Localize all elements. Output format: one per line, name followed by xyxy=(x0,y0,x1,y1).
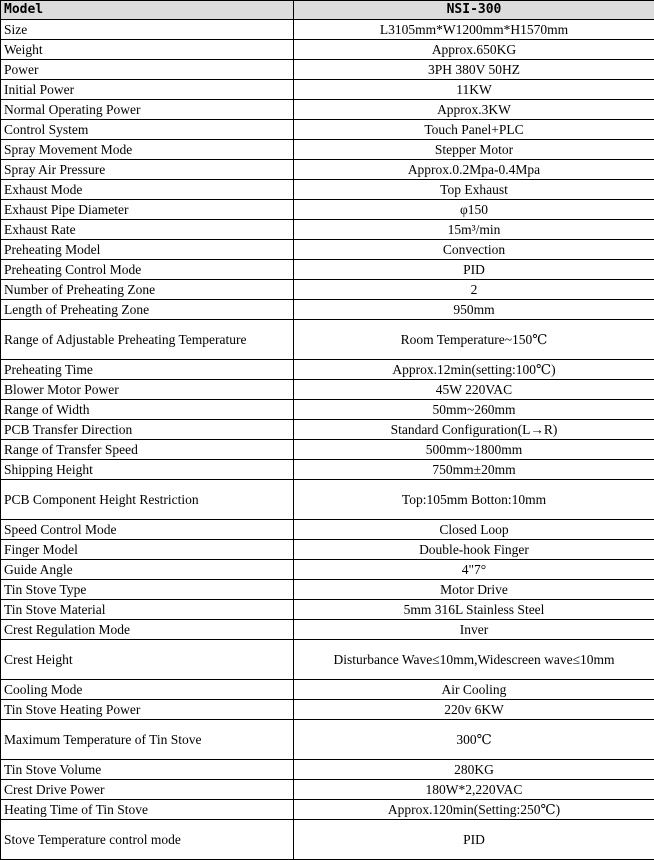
table-row xyxy=(1,820,654,860)
table-row xyxy=(1,360,654,380)
table-row xyxy=(1,760,654,780)
table-row xyxy=(1,100,654,120)
spec-label: Range of Width xyxy=(1,400,294,420)
table-row xyxy=(1,120,654,140)
spec-value: PID xyxy=(294,260,654,280)
spec-value: PID xyxy=(294,820,654,860)
header-label: Model xyxy=(1,1,294,20)
table-row xyxy=(1,400,654,420)
spec-value: Convection xyxy=(294,240,654,260)
table-row xyxy=(1,480,654,520)
spec-label: Spray Air Pressure xyxy=(1,160,294,180)
spec-label: Cooling Mode xyxy=(1,680,294,700)
spec-value: Closed Loop xyxy=(294,520,654,540)
spec-value: L3105mm*W1200mm*H1570mm xyxy=(294,20,654,40)
spec-label: Heating Time of Tin Stove xyxy=(1,800,294,820)
spec-value: 50mm~260mm xyxy=(294,400,654,420)
table-row xyxy=(1,720,654,760)
spec-value: 180W*2,220VAC xyxy=(294,780,654,800)
table-row xyxy=(1,680,654,700)
spec-value: Double-hook Finger xyxy=(294,540,654,560)
table-row xyxy=(1,200,654,220)
table-row xyxy=(1,600,654,620)
spec-value: Top:105mm Botton:10mm xyxy=(294,480,654,520)
table-row xyxy=(1,580,654,600)
spec-value: 2 xyxy=(294,280,654,300)
table-row xyxy=(1,20,654,40)
spec-label: Range of Transfer Speed xyxy=(1,440,294,460)
table-row xyxy=(1,460,654,480)
table-row xyxy=(1,240,654,260)
spec-label: Range of Adjustable Preheating Temperature xyxy=(1,320,294,360)
table-row xyxy=(1,700,654,720)
spec-label: Shipping Height xyxy=(1,460,294,480)
spec-value: 15m³/min xyxy=(294,220,654,240)
table-row xyxy=(1,320,654,360)
spec-label: Preheating Time xyxy=(1,360,294,380)
spec-value: 220v 6KW xyxy=(294,700,654,720)
table-row xyxy=(1,220,654,240)
spec-label: Exhaust Rate xyxy=(1,220,294,240)
spec-value: Disturbance Wave≤10mm,Widescreen wave≤10mm xyxy=(294,640,654,680)
spec-table-body xyxy=(1,1,654,860)
spec-label: Speed Control Mode xyxy=(1,520,294,540)
table-row xyxy=(1,300,654,320)
spec-value: 4"7° xyxy=(294,560,654,580)
spec-label: Length of Preheating Zone xyxy=(1,300,294,320)
spec-label: Tin Stove Material xyxy=(1,600,294,620)
spec-label: Maximum Temperature of Tin Stove xyxy=(1,720,294,760)
table-row xyxy=(1,140,654,160)
spec-label: Preheating Model xyxy=(1,240,294,260)
spec-label: Tin Stove Volume xyxy=(1,760,294,780)
spec-label: Guide Angle xyxy=(1,560,294,580)
table-row xyxy=(1,420,654,440)
table-header-row xyxy=(1,1,654,20)
table-row xyxy=(1,40,654,60)
spec-value: Approx.650KG xyxy=(294,40,654,60)
spec-label: PCB Transfer Direction xyxy=(1,420,294,440)
table-row xyxy=(1,620,654,640)
spec-value: 280KG xyxy=(294,760,654,780)
spec-value: Approx.3KW xyxy=(294,100,654,120)
spec-label: Normal Operating Power xyxy=(1,100,294,120)
spec-value: 11KW xyxy=(294,80,654,100)
spec-value: Inver xyxy=(294,620,654,640)
spec-value: 45W 220VAC xyxy=(294,380,654,400)
spec-value: Standard Configuration(L→R) xyxy=(294,420,654,440)
spec-value: 300℃ xyxy=(294,720,654,760)
spec-value: Top Exhaust xyxy=(294,180,654,200)
spec-value: Stepper Motor xyxy=(294,140,654,160)
spec-label: Exhaust Pipe Diameter xyxy=(1,200,294,220)
spec-label: Control System xyxy=(1,120,294,140)
table-row xyxy=(1,560,654,580)
table-row xyxy=(1,160,654,180)
table-row xyxy=(1,520,654,540)
table-row xyxy=(1,800,654,820)
spec-value: Approx.120min(Setting:250℃) xyxy=(294,800,654,820)
spec-label: Crest Drive Power xyxy=(1,780,294,800)
spec-label: Stove Temperature control mode xyxy=(1,820,294,860)
table-row xyxy=(1,260,654,280)
spec-value: 5mm 316L Stainless Steel xyxy=(294,600,654,620)
spec-value: Air Cooling xyxy=(294,680,654,700)
spec-label: Crest Height xyxy=(1,640,294,680)
spec-value: 500mm~1800mm xyxy=(294,440,654,460)
spec-label: Finger Model xyxy=(1,540,294,560)
header-value: NSI-300 xyxy=(294,1,654,20)
spec-label: Size xyxy=(1,20,294,40)
spec-label: Tin Stove Heating Power xyxy=(1,700,294,720)
spec-value: 3PH 380V 50HZ xyxy=(294,60,654,80)
spec-value: Room Temperature~150℃ xyxy=(294,320,654,360)
table-row xyxy=(1,280,654,300)
spec-value: Approx.0.2Mpa-0.4Mpa xyxy=(294,160,654,180)
spec-label: Number of Preheating Zone xyxy=(1,280,294,300)
spec-value: Touch Panel+PLC xyxy=(294,120,654,140)
spec-label: Tin Stove Type xyxy=(1,580,294,600)
spec-value: 750mm±20mm xyxy=(294,460,654,480)
spec-label: Exhaust Mode xyxy=(1,180,294,200)
table-row xyxy=(1,440,654,460)
table-row xyxy=(1,540,654,560)
spec-label: Preheating Control Mode xyxy=(1,260,294,280)
spec-label: PCB Component Height Restriction xyxy=(1,480,294,520)
spec-label: Crest Regulation Mode xyxy=(1,620,294,640)
table-row xyxy=(1,180,654,200)
table-row xyxy=(1,640,654,680)
table-row xyxy=(1,60,654,80)
table-row xyxy=(1,780,654,800)
table-row xyxy=(1,380,654,400)
spec-label: Weight xyxy=(1,40,294,60)
spec-label: Spray Movement Mode xyxy=(1,140,294,160)
spec-value: Motor Drive xyxy=(294,580,654,600)
spec-value: 950mm xyxy=(294,300,654,320)
spec-value: φ150 xyxy=(294,200,654,220)
spec-label: Blower Motor Power xyxy=(1,380,294,400)
spec-label: Power xyxy=(1,60,294,80)
spec-label: Initial Power xyxy=(1,80,294,100)
spec-value: Approx.12min(setting:100℃) xyxy=(294,360,654,380)
table-row xyxy=(1,80,654,100)
